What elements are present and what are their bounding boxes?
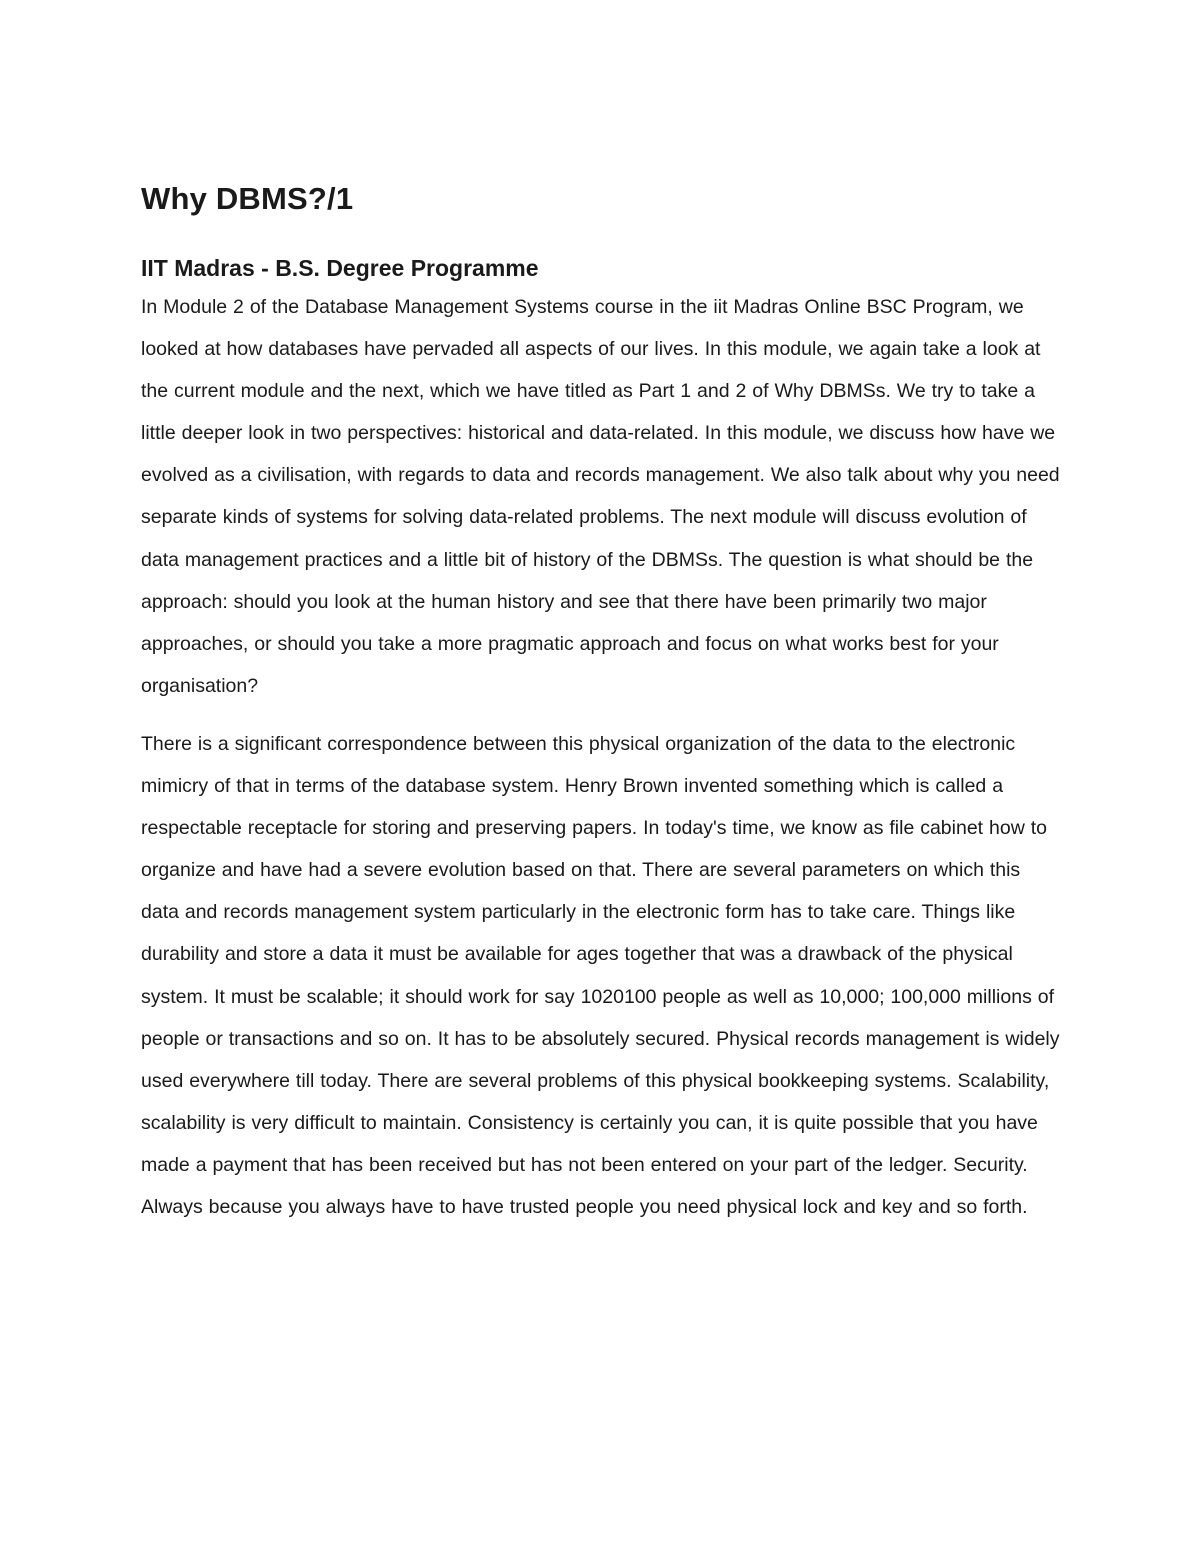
document-subtitle: IIT Madras - B.S. Degree Programme: [141, 255, 539, 281]
paragraph-records-management: There is a significant correspondence between this physical organization of the data to the electronic mimicry of that in terms of the database system. Henry Brown invented something which is called a respectable receptacle for storing and preserving papers. In today's time, we know as file cabinet how to organize and have had a severe evolution based on that. There are several parameters on which this data and records management system particularly in the electronic form has to take care. Things like durability and store a data it must be available for ages together that was a drawback of the physical system. It must be scalable; it should work for say 1020100 people as well as 10,000; 100,000 millions of people or transactions and so on. It has to be absolutely secured. Physical records management is widely used everywhere till today. There are several problems of this physical bookkeeping systems. Scalability, scalability is very difficult to maintain. Consistency is certainly you can, it is quite possible that you have made a payment that has been received but has not been entered on your part of the ledger. Security. Always because you always have to have trusted people you need physical lock and key and so forth.: [141, 732, 1060, 1218]
document-title: Why DBMS?/1: [141, 181, 354, 216]
paragraph-intro: In Module 2 of the Database Management Systems course in the iit Madras Online BSC Program, we looked at how databases have pervaded all aspects of our lives. In this module, we again take a look at the current module and the next, which we have titled as Part 1 and 2 of Why DBMSs. We try to take a little deeper look in two perspectives: historical and data-related. In this module, we discuss how have we evolved as a civilisation, with regards to data and records management. We also talk about why you need separate kinds of systems for solving data-related problems. The next module will discuss evolution of data management practices and a little bit of history of the DBMSs. The question is what should be the approach: should you look at the human history and see that there have been primarily two major approaches, or should you take a more pragmatic approach and focus on what works best for your organisation?: [141, 296, 1060, 697]
document-page: [141, 178, 1061, 1228]
